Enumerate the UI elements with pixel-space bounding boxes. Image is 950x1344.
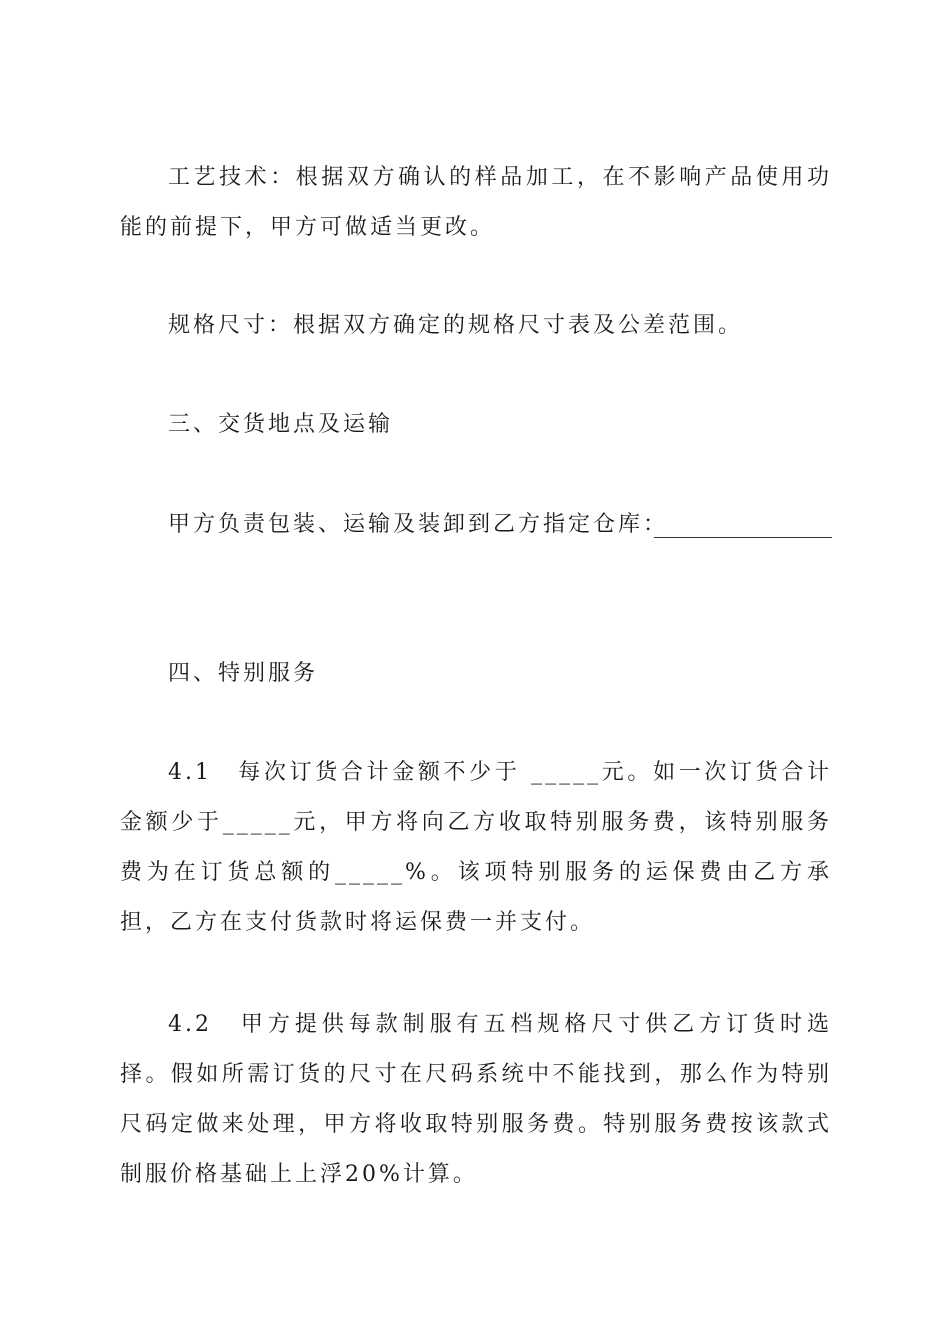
paragraph-delivery: 甲方负责包装、运输及装卸到乙方指定仓库：	[168, 512, 669, 537]
section-heading-delivery: 三、交货地点及运输	[168, 412, 394, 437]
paragraph-specification-size: 规格尺寸：根据双方确定的规格尺寸表及公差范围。	[168, 313, 744, 338]
section-heading-special-service: 四、特别服务	[168, 661, 319, 686]
paragraph-craft-technique: 工艺技术：根据双方确认的样品加工，在不影响产品使用功能的前提下，甲方可做适当更改。	[120, 165, 832, 240]
fill-in-blank-line	[654, 537, 832, 538]
paragraph-clause-4-1: 4.1 每次订货合计金额不少于 _____元。如一次订货合计金额少于_____元，甲方将向乙方收取特别服务费，该特别服务费为在订货总额的_____%。该项特别服务的运保费由乙方承担，乙方在支付货款时将运保费一并支付。	[120, 760, 832, 935]
paragraph-clause-4-2: 4.2 甲方提供每款制服有五档规格尺寸供乙方订货时选择。假如所需订货的尺寸在尺码系统中不能找到，那么作为特别尺码定做来处理，甲方将收取特别服务费。特别服务费按该款式制服价格基础上上浮20%计算。	[120, 1012, 832, 1187]
